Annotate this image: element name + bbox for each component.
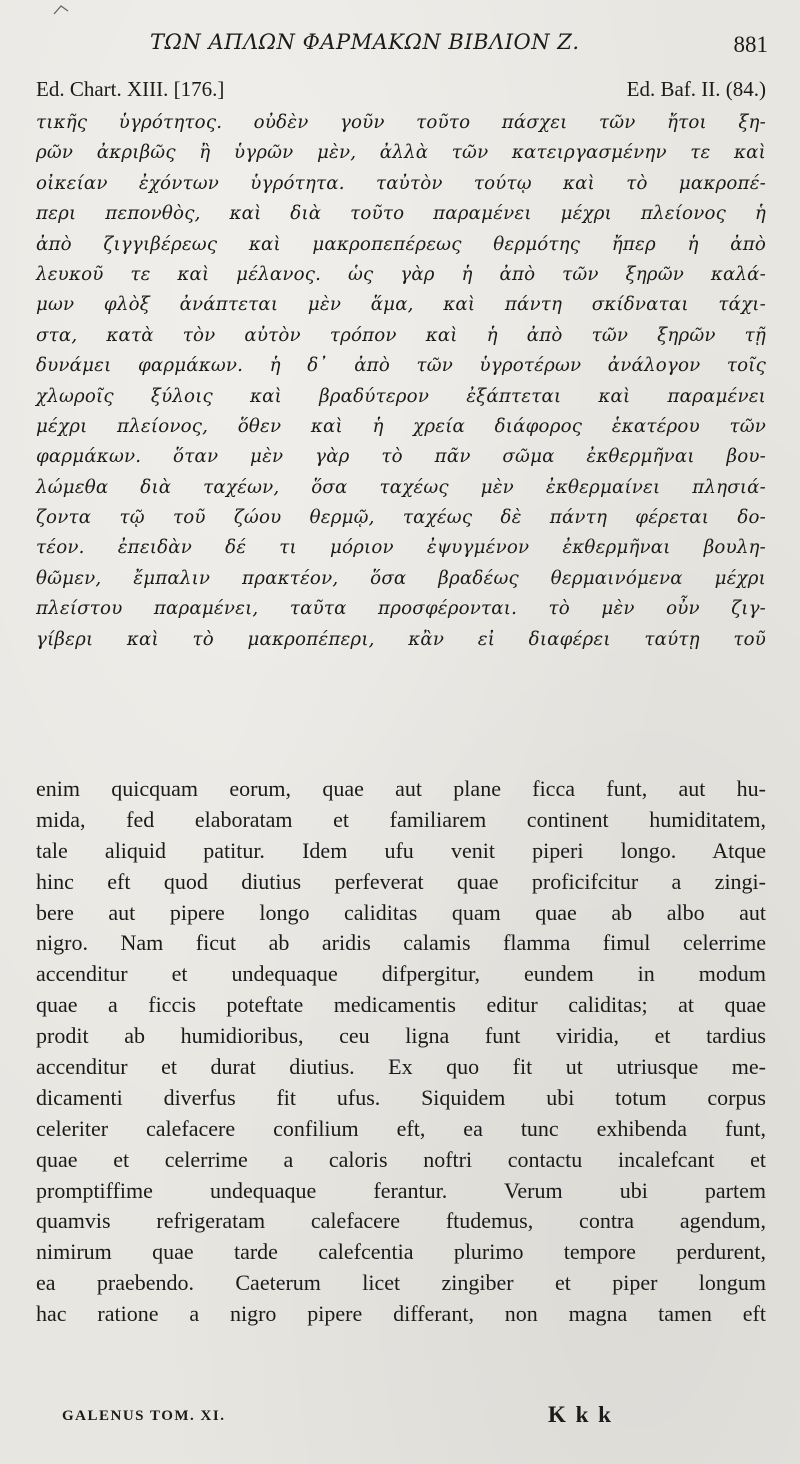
latin-line: quae et celerrime a caloris noftri contactu incalefcant et <box>36 1146 766 1172</box>
latin-line: mida, fed elaboratam et familiarem continent humiditatem, <box>36 806 766 832</box>
corner-mark-icon <box>52 2 70 16</box>
greek-line: οἰκείαν ἐχόντων ὑγρότητα. ταὐτὸν τούτῳ καὶ τὸ μακροπέ- <box>36 172 766 194</box>
latin-line: nimirum quae tarde calefcentia plurimo tempore perdurent, <box>36 1239 766 1265</box>
latin-line: quae a ficcis poteftate medicamentis editur caliditas; at quae <box>36 992 766 1018</box>
latin-line: bere aut pipere longo caliditas quam quae ab albo aut <box>36 899 766 925</box>
edition-right: Ed. Baf. II. (84.) <box>626 77 766 101</box>
greek-line: τέον. ἐπειδὰν δέ τι μόριον ἐψυγμένον ἐκθερμῆναι βουλη- <box>36 537 766 559</box>
greek-line: στα, κατὰ τὸν αὐτὸν τρόπον καὶ ἡ ἀπὸ τῶν ξηρῶν τῇ <box>36 324 766 346</box>
latin-line: celeriter calefacere confilium eft, ea tunc exhibenda funt, <box>36 1115 766 1141</box>
greek-line: μων φλὸξ ἀνάπτεται μὲν ἅμα, καὶ πάντη σκίδναται τάχι- <box>36 294 766 316</box>
greek-line: λευκοῦ τε καὶ μέλανος. ὡς γὰρ ἡ ἀπὸ τῶν ξηρῶν καλά- <box>36 263 766 285</box>
greek-line: θῶμεν, ἔμπαλιν πρακτέον, ὅσα βραδέως θερμαινόμενα μέχρι <box>36 567 766 589</box>
latin-text-block <box>36 774 766 1330</box>
page-number: 881 <box>733 32 768 57</box>
greek-text-block <box>36 108 766 655</box>
latin-line: enim quicquam eorum, quae aut plane ficca funt, aut hu- <box>36 776 766 801</box>
latin-line: dicamenti diverfus fit ufus. Siquidem ubi totum corpus <box>36 1084 766 1110</box>
edition-line <box>36 77 766 102</box>
greek-line: ρῶν ἀκριβῶς ἢ ὑγρῶν μὲν, ἀλλὰ τῶν κατειργασμένην τε καὶ <box>36 142 766 164</box>
greek-line: δυνάμει φαρμάκων. ἡ δ᾽ ἀπὸ τῶν ὑγροτέρων ἀνάλογον τοῖς <box>36 355 766 377</box>
latin-line: tale aliquid patitur. Idem ufu venit piperi longo. Atque <box>36 837 766 863</box>
greek-line: ζοντα τῷ τοῦ ζώου θερμῷ, ταχέως δὲ πάντη φέρεται δο- <box>36 507 766 529</box>
latin-line: prodit ab humidioribus, ceu ligna funt viridia, et tardius <box>36 1023 766 1049</box>
volume-footer: GALENUS TOM. XI. <box>62 1408 226 1424</box>
latin-line: ea praebendo. Caeterum licet zingiber et piper longum <box>36 1270 766 1296</box>
latin-line: promptiffime undequaque ferantur. Verum ubi partem <box>36 1177 766 1203</box>
latin-line: accenditur et undequaque difpergitur, eundem in modum <box>36 961 766 987</box>
latin-line: hinc eft quod diutius perfeverat quae proficifcitur a zingi- <box>36 868 766 894</box>
latin-line: quamvis refrigeratam calefacere ftudemus, contra agendum, <box>36 1208 766 1234</box>
greek-line: ἀπὸ ζιγγιβέρεως καὶ μακροπεπέρεως θερμότης ἤπερ ἡ ἀπὸ <box>36 233 766 255</box>
signature-mark: K k k <box>548 1402 613 1427</box>
greek-line: περι πεπονθὸς, καὶ διὰ τοῦτο παραμένει μέχρι πλείονος ἡ <box>36 203 766 225</box>
greek-line: μέχρι πλείονος, ὅθεν καὶ ἡ χρεία διάφορος ἑκατέρου τῶν <box>36 415 766 437</box>
running-title: ΤΩΝ ΑΠΛΩΝ ΦΑΡΜΑΚΩΝ ΒΙΒΛΙΟΝ Ζ. <box>150 30 580 54</box>
latin-line: hac ratione a nigro pipere differant, non magna tamen eft <box>36 1301 766 1327</box>
greek-line: γίβερι καὶ τὸ μακροπέπερι, κἂν εἰ διαφέρει ταύτῃ τοῦ <box>36 628 766 650</box>
greek-line: τικῆς ὑγρότητος. οὐδὲν γοῦν τοῦτο πάσχει τῶν ἤτοι ξη- <box>36 112 766 133</box>
greek-line: φαρμάκων. ὅταν μὲν γὰρ τὸ πᾶν σῶμα ἐκθερμῆναι βου- <box>36 446 766 468</box>
greek-line: χλωροῖς ξύλοις καὶ βραδύτερον ἐξάπτεται καὶ παραμένει <box>36 385 766 407</box>
greek-line: πλείστου παραμένει, ταῦτα προσφέρονται. τὸ μὲν οὖν ζιγ- <box>36 598 766 620</box>
latin-line: nigro. Nam ficut ab aridis calamis flamma fimul celerrime <box>36 930 766 956</box>
latin-line: accenditur et durat diutius. Ex quo fit ut utriusque me- <box>36 1054 766 1080</box>
greek-line: λώμεθα διὰ ταχέων, ὅσα ταχέως μὲν ἐκθερμαίνει πλησιά- <box>36 476 766 498</box>
edition-left: Ed. Chart. XIII. [176.] <box>36 77 225 101</box>
